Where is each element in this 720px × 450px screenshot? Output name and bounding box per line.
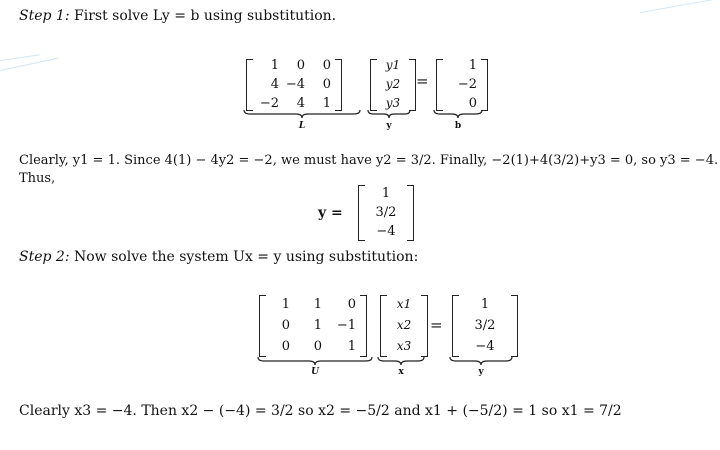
thus-text: Thus, bbox=[19, 171, 56, 186]
vector-entry: x2 bbox=[396, 318, 412, 332]
matrix-cell: 4 bbox=[296, 96, 305, 111]
label-b: b bbox=[454, 121, 462, 131]
matrix-cell: −1 bbox=[336, 318, 356, 333]
y-result-lhs: y = bbox=[318, 205, 343, 221]
vector-entry: 0 bbox=[468, 96, 477, 111]
underbrace-b bbox=[432, 108, 484, 120]
underbrace-U bbox=[256, 355, 374, 367]
vector-entry: 1 bbox=[468, 58, 477, 73]
decorative-line bbox=[640, 0, 719, 13]
label-y2: y bbox=[478, 367, 484, 377]
underbrace-x bbox=[376, 355, 426, 367]
matrix-cell: 0 bbox=[296, 58, 305, 73]
underbrace-y bbox=[366, 108, 412, 120]
matrix-cell: 0 bbox=[322, 58, 331, 73]
matrix-cell: 0 bbox=[281, 339, 290, 354]
vector-entry: 1 bbox=[381, 186, 391, 201]
label-L: L bbox=[298, 121, 306, 131]
vector-entry: −4 bbox=[376, 224, 396, 239]
step2-line bbox=[19, 249, 418, 265]
vector-y bbox=[370, 56, 416, 113]
vector-entry: y1 bbox=[385, 58, 401, 72]
equals-sign: = bbox=[430, 316, 443, 334]
label-x: x bbox=[398, 367, 404, 377]
vector-entry: 1 bbox=[480, 297, 490, 312]
matrix-cell: 0 bbox=[281, 318, 290, 333]
step1-prefix: Step 1: bbox=[19, 8, 70, 24]
clearly2-text: Clearly x3 = −4. Then x2 − (−4) = 3/2 so x2 = −5/2 and x1 + (−5/2) = 1 so x1 = 7/2 bbox=[19, 403, 622, 419]
matrix-cell: 0 bbox=[322, 77, 331, 92]
equals-sign: = bbox=[416, 72, 429, 90]
vector-entry: y2 bbox=[385, 77, 401, 91]
vector-b bbox=[436, 56, 488, 113]
underbrace-L bbox=[242, 108, 362, 120]
vector-entry: 3/2 bbox=[474, 318, 496, 333]
matrix-cell: 4 bbox=[270, 77, 279, 92]
matrix-cell: −2 bbox=[259, 96, 279, 111]
step2-text: Now solve the system Ux = y using substitution: bbox=[74, 249, 419, 265]
vector-x bbox=[380, 294, 428, 357]
matrix-cell: 0 bbox=[313, 339, 322, 354]
matrix-cell: 0 bbox=[347, 297, 356, 312]
matrix-cell: 1 bbox=[313, 297, 322, 312]
matrix-cell: −4 bbox=[285, 77, 305, 92]
vector-y-result bbox=[358, 184, 414, 241]
matrix-U bbox=[259, 294, 367, 357]
matrix-cell: 1 bbox=[322, 96, 331, 111]
vector-y-rhs bbox=[452, 294, 518, 357]
vector-entry: −4 bbox=[475, 339, 495, 354]
step1-text: First solve Ly = b using substitution. bbox=[74, 8, 337, 24]
matrix-cell: 1 bbox=[281, 297, 290, 312]
matrix-cell: 1 bbox=[270, 58, 279, 73]
vector-entry: −2 bbox=[457, 77, 477, 92]
step1-line bbox=[19, 8, 336, 24]
vector-entry: x1 bbox=[396, 297, 412, 311]
label-U: U bbox=[311, 367, 319, 377]
matrix-cell: 1 bbox=[313, 318, 322, 333]
vector-entry: x3 bbox=[396, 339, 412, 353]
step2-prefix: Step 2: bbox=[19, 249, 70, 265]
clearly1-text: Clearly, y1 = 1. Since 4(1) − 4y2 = −2, we must have y2 = 3/2. Finally, −2(1)+4(3/2)+y3 = 0, so y3 = −4. bbox=[19, 153, 719, 168]
matrix-L bbox=[246, 56, 342, 113]
decorative-line bbox=[0, 54, 40, 61]
matrix-cell: 1 bbox=[347, 339, 356, 354]
underbrace-y2 bbox=[448, 355, 514, 367]
vector-entry: y3 bbox=[385, 96, 401, 110]
label-y: y bbox=[386, 121, 392, 131]
vector-entry: 3/2 bbox=[375, 205, 397, 220]
